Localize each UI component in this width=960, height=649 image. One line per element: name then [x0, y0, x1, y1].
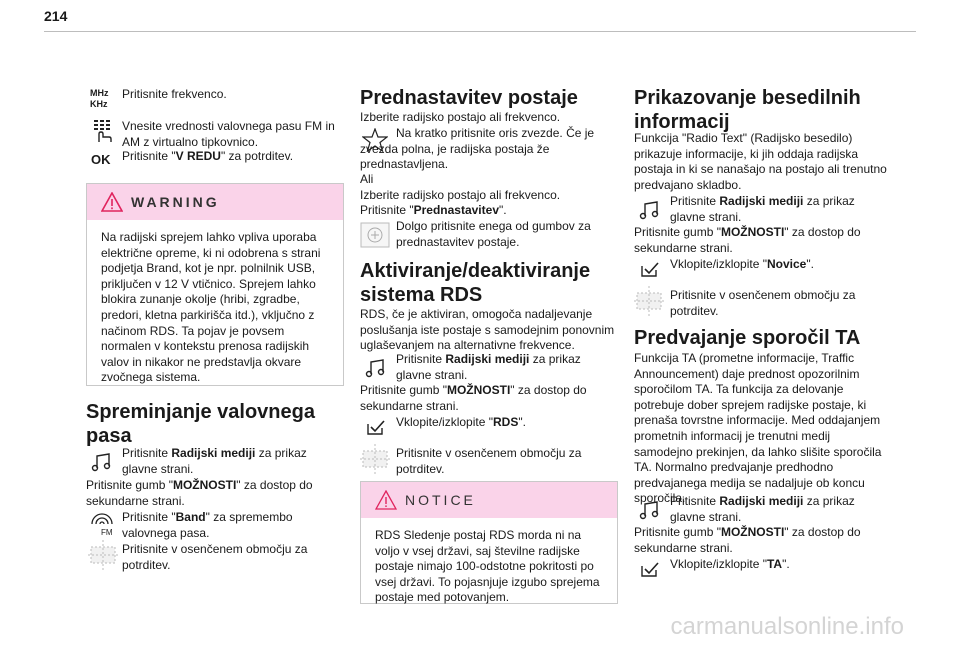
- rds-step-3: Vklopite/izklopite "RDS".: [396, 415, 526, 429]
- ta-step-2: Pritisnite gumb "MOŽNOSTI" za dostop do sekundarne strani.: [634, 525, 861, 555]
- shaded-area-icon: [88, 540, 118, 570]
- shaded-area-icon: [634, 286, 664, 316]
- warning-label: WARNING: [131, 194, 220, 210]
- section-title-preset: Prednastavitev postaje: [360, 87, 578, 109]
- preset-text-4: Pritisnite "Prednastavitev".: [360, 203, 507, 217]
- text-info-step-3: Vklopite/izklopite "Novice".: [670, 257, 814, 271]
- notice-icon: [375, 490, 397, 510]
- section-title-rds: Aktiviranje/deaktiviranje sistema RDS: [360, 260, 591, 306]
- rds-step-2: Pritisnite gumb "MOŽNOSTI" za dostop do sekundarne strani.: [360, 383, 587, 413]
- preset-or: Ali: [360, 172, 374, 186]
- preset-text-3: Izberite radijsko postajo ali frekvenco.: [360, 188, 561, 202]
- watermark: carmanualsonline.info: [670, 613, 904, 640]
- frequency-instruction: Pritisnite frekvenco.: [122, 87, 227, 101]
- band-step-4: Pritisnite v osenčenem območju za potrditev.: [122, 542, 308, 572]
- rds-step-1: Pritisnite Radijski mediji za prikaz glavne strani.: [396, 352, 581, 382]
- page-number: 214: [44, 8, 68, 24]
- preset-text-2: Na kratko pritisnite oris zvezde. Če je zvezda polna, je radijska postaja že prednastavljena.: [360, 126, 595, 172]
- music-note-icon: [90, 452, 112, 472]
- warning-box: [86, 183, 344, 386]
- checkbox-icon: [366, 418, 386, 436]
- keypad-instruction: Vnesite vrednosti valovnega pasu FM in AM z virtualno tipkovnico.: [122, 119, 335, 149]
- section-title-band: Spreminjanje valovnega pasa: [86, 401, 315, 447]
- mhz-khz-icon: MHz KHz: [90, 88, 109, 109]
- music-note-icon: [364, 358, 386, 378]
- music-note-icon: [638, 500, 660, 520]
- preset-text-1: Izberite radijsko postajo ali frekvenco.: [360, 110, 561, 124]
- notice-text: RDS Sledenje postaj RDS morda ni na voljo v vsej državi, saj številne radijske postaje nimajo 100-odstotne pokritosti po vsej državi. To pojasnjuje izgubo sprejema postaje med potovanjem.: [375, 528, 600, 605]
- text-info-step-4: Pritisnite v osenčenem območju za potrditev.: [670, 288, 856, 318]
- band-step-3: Pritisnite "Band" za spremembo valovnega pasa.: [122, 510, 293, 540]
- keypad-icon: [90, 118, 116, 144]
- rds-text-1: RDS, če je aktiviran, omogoča nadaljevanje poslušanja iste postaje s samodejnim ponovnim uglaševanjem na alternativne frekvence.: [360, 307, 615, 353]
- shaded-area-icon: [360, 444, 390, 474]
- notice-label: NOTICE: [405, 492, 476, 508]
- ta-step-3: Vklopite/izklopite "TA".: [670, 557, 790, 571]
- svg-text:FM: FM: [101, 528, 113, 536]
- warning-text: Na radijski sprejem lahko vpliva uporaba električne opreme, ki ni odobrena s strani podjetja Brand, kot je npr. polnilnik USB, priključen v 12 V vtičnico. Sprejem lahko blokira zunanje okolje (hribi, zgradbe, predori, kletna parkirišča itd.), vključno z načinom RDS. Ta pojav je povsem normalen v kontekstu prenosa radijskih valov in nikakor ne predstavlja okvare zvočnega sistema.: [101, 230, 321, 385]
- warning-header: [87, 184, 343, 220]
- notice-box: [360, 481, 618, 604]
- text-info-step-1: Pritisnite Radijski mediji za prikaz glavne strani.: [670, 194, 855, 224]
- checkbox-icon: [640, 560, 660, 578]
- text-info-step-2: Pritisnite gumb "MOŽNOSTI" za dostop do sekundarne strani.: [634, 225, 861, 255]
- ta-text-1: Funkcija TA (prometne informacije, Traffic Announcement) daje prednost opozorilnim sporočilom TA. Ta funkcija za delovanje potrebuje dober sprejem radijske postaje, ki prenaša tovrstne informacije. Med oddajanjem prometnih informacij je trenutni medij samodejno prekinjen, da lahko slišite sporočila TA. Normalno predvajanje predhodno predvajanega medija se nadaljuje ob koncu sporočila.: [634, 351, 882, 506]
- warning-icon: [101, 192, 123, 212]
- music-note-icon: [638, 200, 660, 220]
- checkbox-icon: [640, 260, 660, 278]
- header-rule: [44, 31, 916, 32]
- radio-fm-icon: [88, 510, 116, 536]
- preset-button-icon: [360, 222, 390, 248]
- section-title-ta: Predvajanje sporočil TA: [634, 327, 861, 349]
- band-step-1: Pritisnite Radijski mediji za prikaz glavne strani.: [122, 446, 307, 476]
- section-title-text-info: Prikazovanje besedilnih informacij: [634, 87, 861, 133]
- text-info-1: Funkcija "Radio Text" (Radijsko besedilo) prikazuje informacije, ki jih oddaja radijska postaja in ki se nanašajo na postajo ali trenutno predvajano skladbo.: [634, 131, 887, 192]
- notice-header: [361, 482, 617, 518]
- band-step-2: Pritisnite gumb "MOŽNOSTI" za dostop do sekundarne strani.: [86, 478, 313, 508]
- ok-icon: OK: [91, 152, 111, 167]
- preset-text-5: Dolgo pritisnite enega od gumbov za prednastavitev postaje.: [396, 219, 591, 249]
- confirm-instruction: Pritisnite "V REDU" za potrditev.: [122, 149, 294, 163]
- rds-step-4: Pritisnite v osenčenem območju za potrditev.: [396, 446, 582, 476]
- ta-step-1: Pritisnite Radijski mediji za prikaz glavne strani.: [670, 494, 855, 524]
